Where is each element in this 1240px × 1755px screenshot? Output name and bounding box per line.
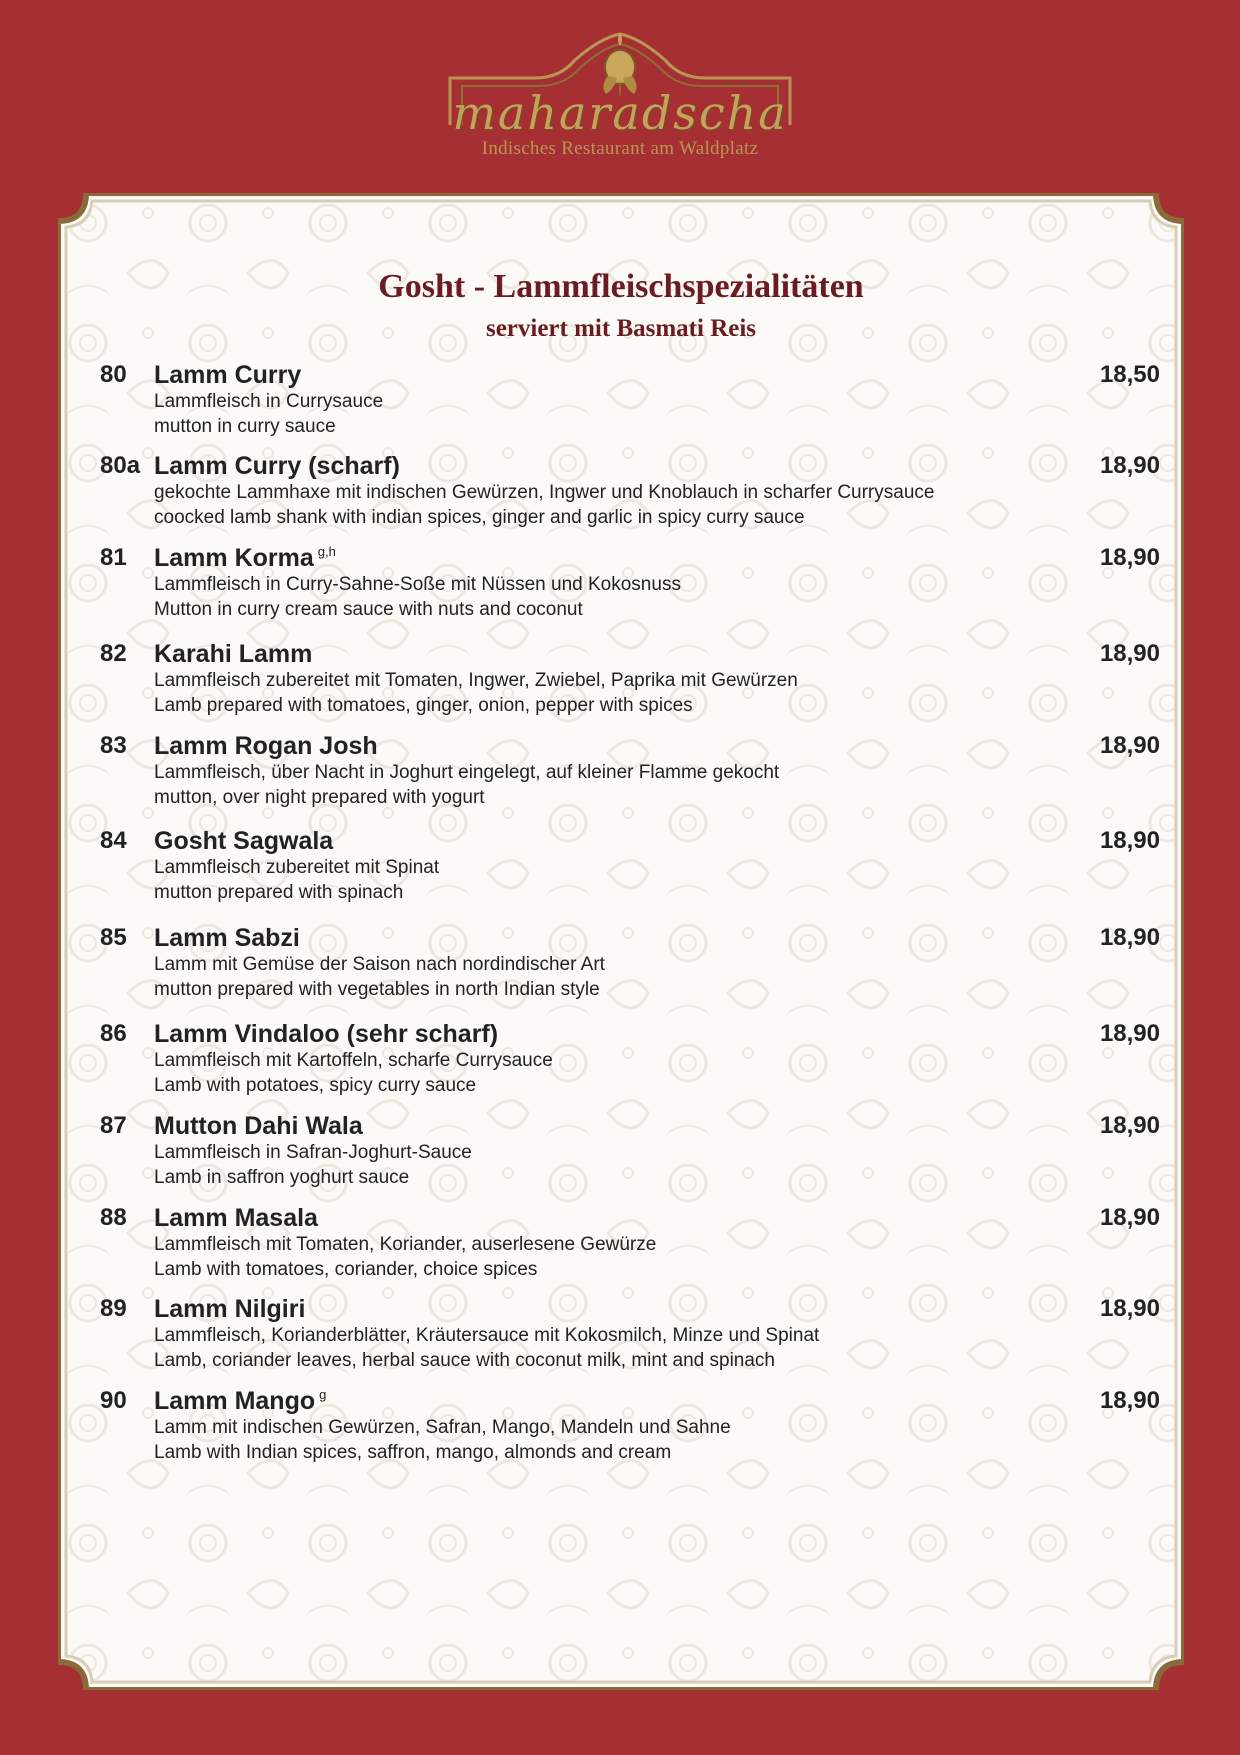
item-price: 18,90 <box>1099 1020 1160 1047</box>
item-name-text: Gosht Sagwala <box>154 827 334 855</box>
item-price: 18,90 <box>1099 1387 1160 1414</box>
item-name <box>154 827 333 856</box>
item-name-text: Mutton Dahi Wala <box>154 1112 363 1140</box>
item-description-en: Lamb, coriander leaves, herbal sauce with coconut milk, mint and spinach <box>154 1350 775 1371</box>
item-price: 18,90 <box>1099 544 1160 571</box>
item-description-de: Lammfleisch, über Nacht in Joghurt eingelegt, auf kleiner Flamme gekocht <box>154 762 780 783</box>
item-description-en: Lamb with tomatoes, coriander, choice spices <box>154 1259 538 1280</box>
item-number: 90 <box>100 1387 127 1414</box>
menu-item <box>100 732 1160 812</box>
item-number: 86 <box>100 1020 127 1047</box>
item-name-text: Lamm Vindaloo (sehr scharf) <box>154 1020 499 1048</box>
item-description-en: Lamb in saffron yoghurt sauce <box>154 1167 410 1188</box>
item-description-de: Lamm mit Gemüse der Saison nach nordindischer Art <box>154 954 605 975</box>
item-description-en: mutton in curry sauce <box>154 416 336 437</box>
logo-wordmark: maharadscha <box>452 86 788 140</box>
item-price: 18,90 <box>1099 1204 1160 1231</box>
item-name <box>154 640 312 669</box>
menu-item <box>100 1112 1160 1192</box>
item-description-de: Lammfleisch zubereitet mit Tomaten, Ingwer, Zwiebel, Paprika mit Gewürzen <box>154 670 798 691</box>
item-description-de: gekochte Lammhaxe mit indischen Gewürzen, Ingwer und Knoblauch in scharfer Currysauce <box>154 482 935 503</box>
allergen-codes: g,h <box>317 544 336 559</box>
item-name-text: Lamm Curry <box>154 361 302 389</box>
item-number: 88 <box>100 1204 127 1231</box>
item-description-en: Lamb prepared with tomatoes, ginger, onion, pepper with spices <box>154 695 693 716</box>
menu-item <box>100 640 1160 720</box>
item-name-text: Lamm Masala <box>154 1204 318 1232</box>
item-price: 18,90 <box>1099 452 1160 479</box>
menu-item <box>100 361 1160 441</box>
section-title: Gosht - Lammfleischspezialitäten <box>378 268 864 305</box>
menu-item <box>100 924 1160 1004</box>
item-description-de: Lammfleisch in Curry-Sahne-Soße mit Nüssen und Kokosnuss <box>154 574 681 595</box>
item-number: 84 <box>100 827 127 854</box>
menu-item <box>100 827 1160 907</box>
item-description-en: Lamb with potatoes, spicy curry sauce <box>154 1075 477 1096</box>
item-price: 18,90 <box>1099 640 1160 667</box>
item-price: 18,90 <box>1099 924 1160 951</box>
item-name <box>154 1204 318 1233</box>
item-name-text: Lamm Korma <box>154 544 314 572</box>
restaurant-logo <box>440 20 800 165</box>
item-price: 18,90 <box>1099 732 1160 759</box>
item-name <box>154 924 300 953</box>
item-number: 80a <box>100 452 141 479</box>
item-name <box>154 1295 305 1324</box>
item-description-de: Lammfleisch in Currysauce <box>154 391 384 412</box>
item-name <box>154 452 400 481</box>
menu-item <box>100 1387 1160 1467</box>
item-name-text: Lamm Nilgiri <box>154 1295 306 1323</box>
item-number: 82 <box>100 640 127 667</box>
item-name-text: Karahi Lamm <box>154 640 313 668</box>
item-name-text: Lamm Curry (scharf) <box>154 452 400 480</box>
item-price: 18,90 <box>1099 1295 1160 1322</box>
item-description-en: mutton prepared with spinach <box>154 882 404 903</box>
item-description-en: mutton prepared with vegetables in north Indian style <box>154 979 600 1000</box>
item-description-en: mutton, over night prepared with yogurt <box>154 787 485 808</box>
item-number: 87 <box>100 1112 127 1139</box>
item-name-text: Lamm Mango <box>154 1387 316 1415</box>
item-description-de: Lammfleisch mit Kartoffeln, scharfe Currysauce <box>154 1050 553 1071</box>
menu-item <box>100 1020 1160 1100</box>
item-name <box>154 1020 498 1049</box>
item-name <box>154 544 336 573</box>
logo-tagline: Indisches Restaurant am Waldplatz <box>481 138 759 159</box>
item-price: 18,90 <box>1099 827 1160 854</box>
item-description-en: Mutton in curry cream sauce with nuts and coconut <box>154 599 583 620</box>
item-description-de: Lamm mit indischen Gewürzen, Safran, Mango, Mandeln und Sahne <box>154 1417 731 1438</box>
menu-panel <box>58 193 1184 1690</box>
item-description-de: Lammfleisch, Korianderblätter, Kräutersauce mit Kokosmilch, Minze und Spinat <box>154 1325 820 1346</box>
item-name <box>154 732 378 761</box>
item-description-de: Lammfleisch zubereitet mit Spinat <box>154 857 440 878</box>
item-price: 18,50 <box>1099 361 1160 388</box>
item-name <box>154 361 301 390</box>
item-number: 83 <box>100 732 127 759</box>
item-description-de: Lammfleisch mit Tomaten, Koriander, auserlesene Gewürze <box>154 1234 657 1255</box>
item-description-de: Lammfleisch in Safran-Joghurt-Sauce <box>154 1142 472 1163</box>
item-name <box>154 1112 363 1141</box>
menu-item <box>100 452 1160 532</box>
section-subtitle: serviert mit Basmati Reis <box>485 315 757 342</box>
item-description-en: Lamb with Indian spices, saffron, mango, almonds and cream <box>154 1442 672 1463</box>
item-number: 80 <box>100 361 127 388</box>
menu-item <box>100 1204 1160 1284</box>
menu-item <box>100 544 1160 624</box>
item-number: 81 <box>100 544 127 571</box>
item-number: 85 <box>100 924 127 951</box>
item-name-text: Lamm Rogan Josh <box>154 732 378 760</box>
item-name-text: Lamm Sabzi <box>154 924 300 952</box>
item-description-en: coocked lamb shank with indian spices, ginger and garlic in spicy curry sauce <box>154 507 805 528</box>
item-name <box>154 1387 326 1416</box>
item-price: 18,90 <box>1099 1112 1160 1139</box>
menu-item <box>100 1295 1160 1375</box>
allergen-codes: g <box>319 1387 327 1402</box>
item-number: 89 <box>100 1295 127 1322</box>
